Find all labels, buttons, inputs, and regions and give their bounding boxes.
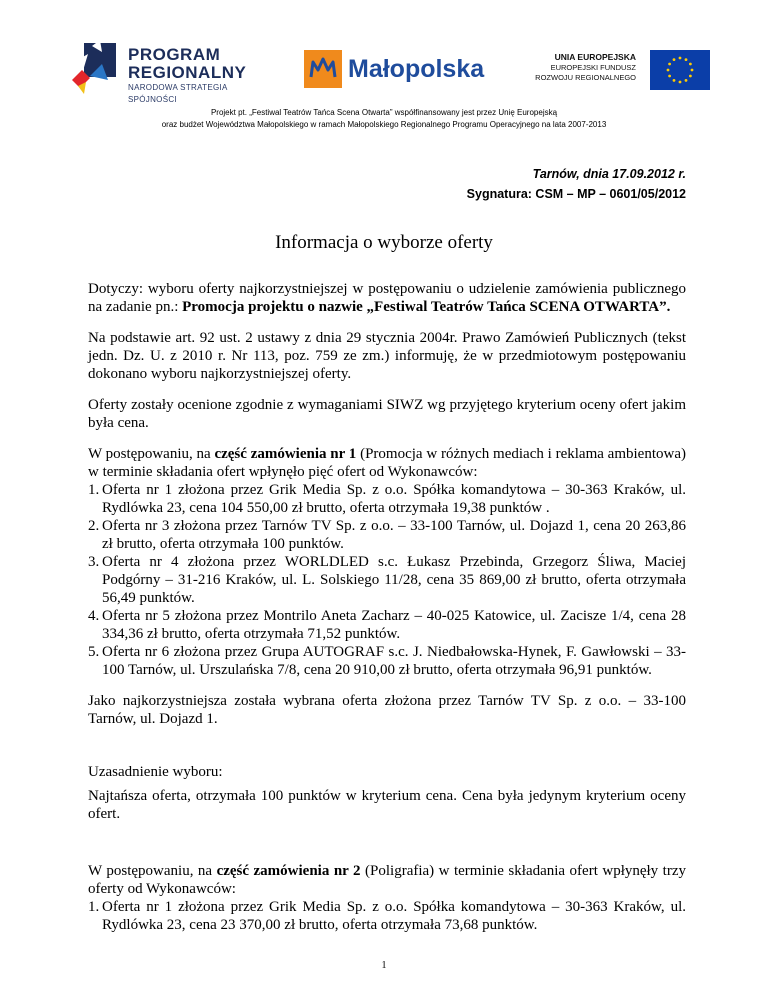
part1-intro: W postępowaniu, na część zamówienia nr 1 (Promocja w różnych mediach i reklama ambientowa) w terminie składania ofert wpłynęło pięć ofert od Wykonawców:: [88, 446, 686, 480]
document-body: [88, 280, 686, 947]
page-number: 1: [381, 960, 387, 971]
list-item: 5. Oferta nr 6 złożona przez Grupa AUTOGRAF s.c. J. Niedbałowska-Hynek, F. Gawłowski – 33-100 Tarnów, ul. Urszulańska 7/8, cena 20 910,00 zł brutto, oferta otrzymała 96,91 punktów.: [88, 644, 686, 678]
eu-line2: EUROPEJSKI FUNDUSZ: [550, 63, 636, 72]
malopolska-text: Małopolska: [348, 55, 485, 83]
part1-section: [88, 445, 686, 679]
criteria-paragraph: Oferty zostały ocenione zgodnie z wymaganiami SIWZ wg przyjętego kryterium oceny ofert jakim była cena.: [88, 397, 686, 431]
part2-offers-list: [88, 898, 686, 934]
eu-star-icon: [689, 75, 692, 78]
eu-star-icon: [689, 63, 692, 66]
eu-line3: ROZWOJU REGIONALNEGO: [535, 73, 636, 82]
eu-star-icon: [673, 58, 676, 61]
part2-label: część zamówienia nr 2: [216, 863, 361, 879]
subject-bold: Promocja projektu o nazwie „Festiwal Teatrów Tańca SCENA OTWARTA”.: [182, 299, 671, 315]
signature-line: Sygnatura: CSM – MP – 0601/05/2012: [466, 187, 686, 201]
subject-paragraph: [88, 280, 686, 316]
part1-offers-list: [88, 481, 686, 679]
date-signature-block: [467, 164, 686, 204]
eu-logo: [530, 50, 710, 90]
eu-flag-icon: [650, 50, 710, 90]
date-line: Tarnów, dnia 17.09.2012 r.: [532, 167, 686, 181]
subject-text: Dotyczy: wyboru oferty najkorzystniejszej w postępowaniu o udzielenie zamówienia publicznego na zadanie pn.:: [88, 281, 686, 315]
part2-intro: W postępowaniu, na część zamówienia nr 2 (Poligrafia) w terminie składania ofert wpłynęły trzy oferty od Wykonawców:: [88, 863, 686, 897]
eu-star-icon: [668, 63, 671, 66]
eu-star-icon: [685, 58, 688, 61]
malopolska-logo: [304, 50, 519, 90]
program-line1: PROGRAM: [128, 45, 221, 64]
eu-star-icon: [679, 81, 682, 84]
document-title: Informacja o wyborze oferty: [275, 232, 493, 253]
eu-star-icon: [673, 79, 676, 82]
program-regionalny-logo: [68, 40, 258, 104]
legal-basis-paragraph: Na podstawie art. 92 ust. 2 ustawy z dnia 29 stycznia 2004r. Prawo Zamówień Publicznych (tekst jedn. Dz. U. z 2010 r. Nr 113, poz. 759 ze zm.) informuję, że w przedmiotowym postępowaniu dokonano wyboru najkorzystniejszej oferty.: [88, 330, 686, 382]
part1-label: część zamówienia nr 1: [214, 446, 357, 462]
program-line3: NARODOWA STRATEGIA SPÓJNOŚCI: [128, 83, 228, 104]
eu-star-icon: [691, 69, 694, 72]
list-item: 2. Oferta nr 3 złożona przez Tarnów TV Sp. z o.o. – 33-100 Tarnów, ul. Dojazd 1, cena 20 263,86 zł brutto, oferta otrzymała 100 punktów.: [88, 518, 686, 552]
project-line-1: Projekt pt. „Festiwal Teatrów Tańca Scena Otwarta” współfinansowany jest przez Unię Europejską: [210, 108, 558, 117]
list-item: 1. Oferta nr 1 złożona przez Grik Media Sp. z o.o. Spółka komandytowa – 30-363 Kraków, ul. Rydlówka 23, cena 104 550,00 zł brutto, oferta otrzymała 19,38 punktów .: [88, 482, 686, 516]
justification-text: Najtańsza oferta, otrzymała 100 punktów w kryterium cena. Cena była jedynym kryterium oceny ofert.: [88, 788, 686, 822]
eu-line1: UNIA EUROPEJSKA: [554, 52, 636, 62]
chosen-offer-paragraph: Jako najkorzystniejsza została wybrana oferta złożona przez Tarnów TV Sp. z o.o. – 33-100 Tarnów, ul. Dojazd 1.: [88, 693, 686, 727]
program-line2: REGIONALNY: [128, 63, 247, 82]
justification-heading: Uzasadnienie wyboru:: [88, 764, 223, 780]
list-item: 1. Oferta nr 1 złożona przez Grik Media Sp. z o.o. Spółka komandytowa – 30-363 Kraków, ul. Rydlówka 23, cena 23 370,00 zł brutto, oferta otrzymała 73,68 punktów.: [88, 899, 686, 933]
malopolska-crown-icon: [304, 50, 342, 88]
eu-star-icon: [667, 69, 670, 72]
list-item: 3. Oferta nr 4 złożona przez WORLDLED s.c. Łukasz Przebinda, Grzegorz Śliwa, Maciej Podgórny – 31-216 Kraków, ul. L. Solskiego 11/28, cena 35 869,00 zł brutto, oferta otrzymała 56,49 punktów.: [88, 554, 686, 606]
part2-section: [88, 862, 686, 934]
eu-star-icon: [685, 79, 688, 82]
project-line-2: oraz budżet Województwa Małopolskiego w ramach Małopolskiego Regionalnego Programu Operacyjnego na lata 2007-2013: [161, 120, 607, 129]
page-header: [0, 0, 768, 104]
eu-star-icon: [668, 75, 671, 78]
program-regionalny-star-icon: [68, 40, 124, 96]
eu-star-icon: [679, 57, 682, 60]
list-item: 4. Oferta nr 5 złożona przez Montrilo Aneta Zacharz – 40-025 Katowice, ul. Zacisze 1/4, cena 28 334,36 zł brutto, oferta otrzymała 71,52 punktów.: [88, 608, 686, 642]
